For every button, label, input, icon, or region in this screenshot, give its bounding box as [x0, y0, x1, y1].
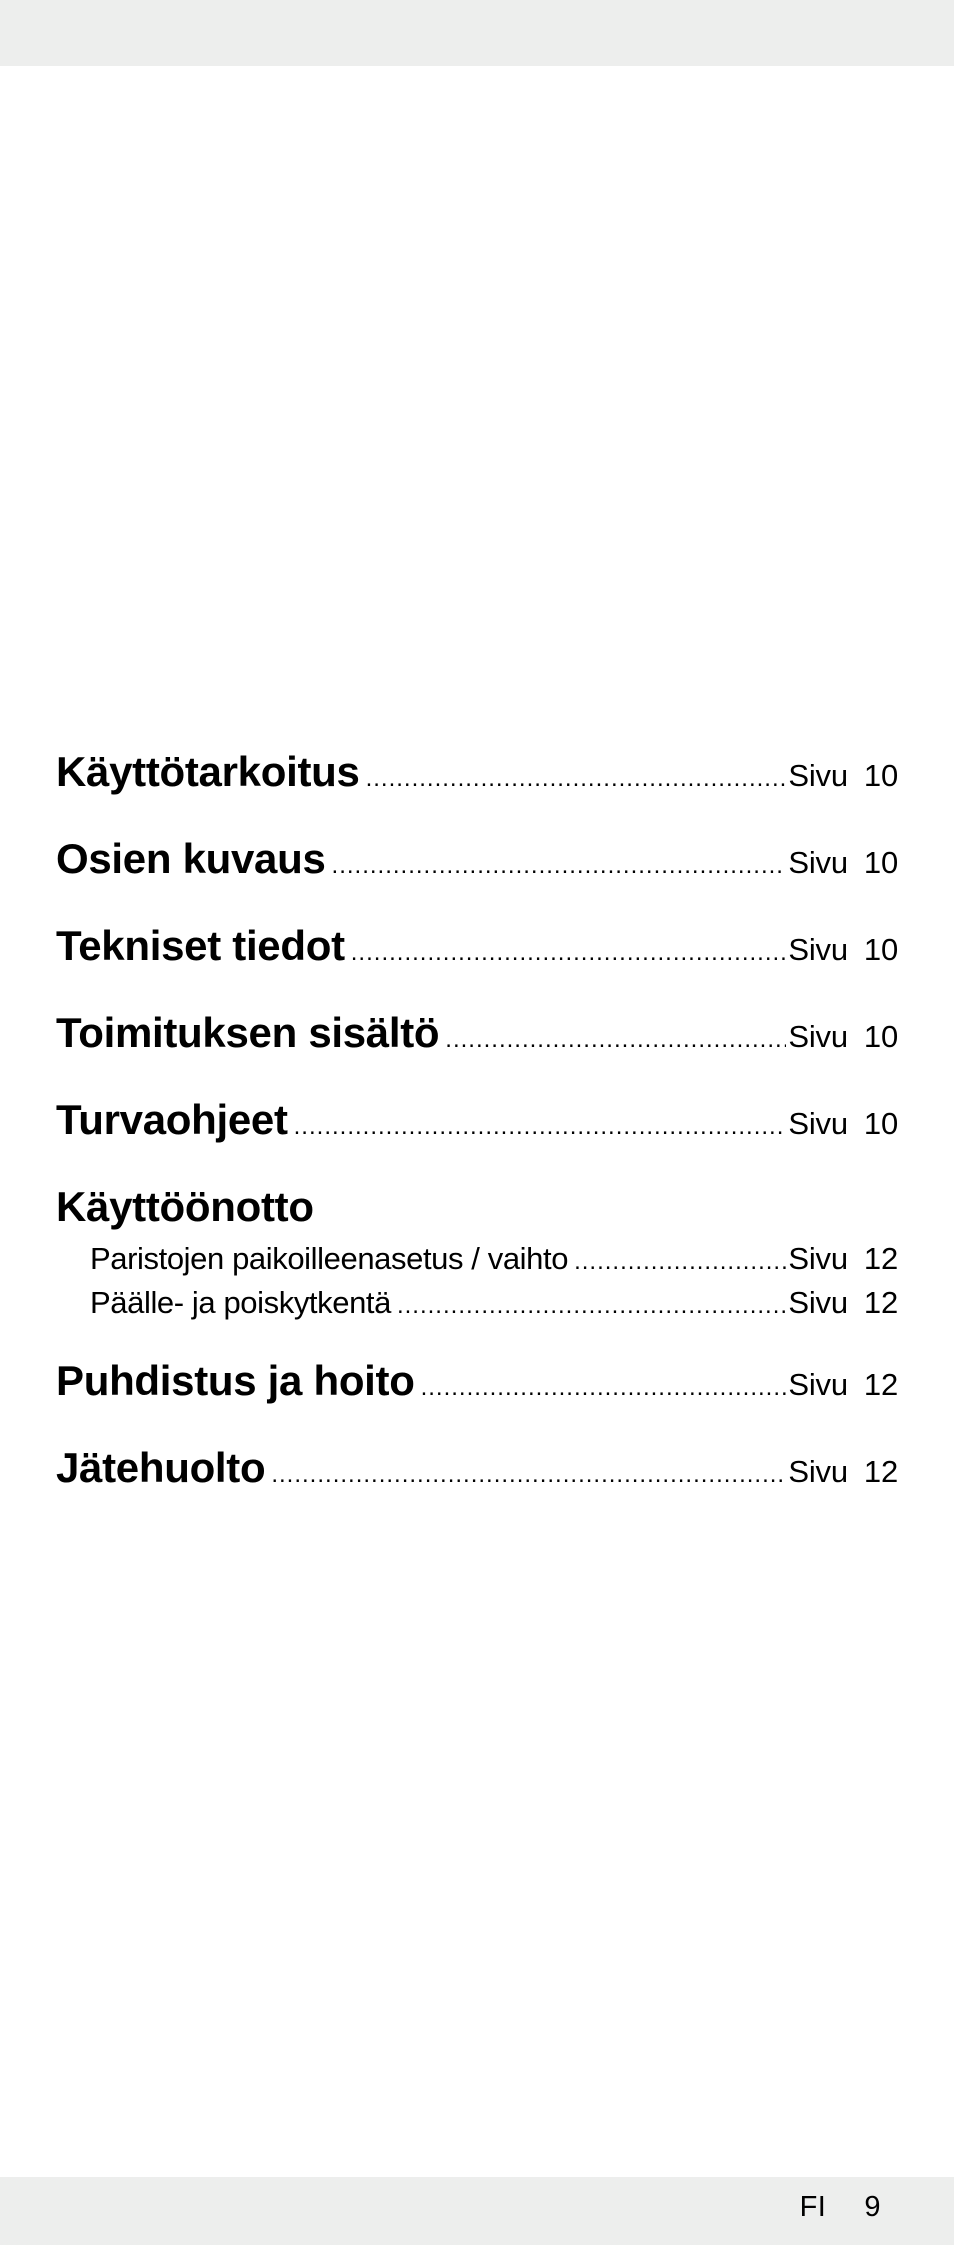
- page-number: 12: [863, 1285, 898, 1320]
- toc-page-ref: [788, 1454, 898, 1490]
- toc-entry-title: Käyttötarkoitus: [56, 748, 360, 795]
- toc-page-ref: [788, 1367, 898, 1403]
- page-label: Sivu: [788, 758, 848, 793]
- footer-page-number: 9: [864, 2191, 881, 2223]
- toc-entry-title: Turvaohjeet: [56, 1096, 288, 1143]
- page-label: Sivu: [788, 1454, 848, 1489]
- page-label: Sivu: [788, 1106, 848, 1141]
- language-code: FI: [799, 2191, 827, 2223]
- toc-entry: [56, 1357, 898, 1444]
- toc-entry: [56, 1444, 898, 1531]
- page-number: 12: [863, 1241, 898, 1276]
- dot-leader: [421, 1374, 787, 1402]
- toc-page-ref: [788, 1106, 898, 1142]
- dot-leader: [574, 1248, 786, 1276]
- toc-page-ref: [788, 758, 898, 794]
- toc-entry: [56, 1096, 898, 1183]
- page-footer: [800, 2191, 881, 2224]
- toc-entry: [56, 922, 898, 1009]
- toc-entry-title: Toimituksen sisältö: [56, 1009, 440, 1056]
- dot-leader: [397, 1292, 786, 1320]
- toc-section-title: Käyttöönotto: [56, 1183, 314, 1230]
- toc-page-ref: [788, 1241, 898, 1277]
- page-label: Sivu: [788, 1285, 848, 1320]
- toc-entry-title: Osien kuvaus: [56, 835, 326, 882]
- toc-entry-title: Tekniset tiedot: [56, 922, 345, 969]
- page-number: 12: [863, 1454, 898, 1489]
- page-label: Sivu: [788, 932, 848, 967]
- toc-entry-title: Puhdistus ja hoito: [56, 1357, 415, 1404]
- toc-subentry-title: Paristojen paikoilleenasetus / vaihto: [90, 1241, 569, 1276]
- toc-entry: [56, 1009, 898, 1096]
- page-number: 10: [863, 1019, 898, 1054]
- page-number: 10: [863, 845, 898, 880]
- toc-subentry: [56, 1241, 898, 1285]
- page-number: 12: [863, 1367, 898, 1402]
- page-number: 10: [863, 1106, 898, 1141]
- dot-leader: [351, 939, 787, 967]
- dot-leader: [271, 1461, 786, 1489]
- toc-page-ref: [788, 845, 898, 881]
- page-label: Sivu: [788, 845, 848, 880]
- toc-subentry: [56, 1285, 898, 1329]
- dot-leader: [294, 1113, 787, 1141]
- toc-entry-title: Jätehuolto: [56, 1444, 266, 1491]
- toc-subentry-title: Päälle- ja poiskytkentä: [90, 1285, 391, 1320]
- dot-leader: [332, 852, 787, 880]
- page-number: 10: [863, 932, 898, 967]
- toc-section-heading: [56, 1183, 898, 1241]
- toc-entry: [56, 835, 898, 922]
- toc-page-ref: [788, 932, 898, 968]
- top-margin-band: [0, 0, 954, 66]
- page-label: Sivu: [788, 1019, 848, 1054]
- dot-leader: [366, 765, 787, 793]
- page-label: Sivu: [788, 1367, 848, 1402]
- toc-page-ref: [788, 1285, 898, 1321]
- toc-entry: [56, 748, 898, 835]
- table-of-contents: [56, 748, 898, 1531]
- dot-leader: [445, 1026, 786, 1054]
- page-label: Sivu: [788, 1241, 848, 1276]
- page-number: 10: [863, 758, 898, 793]
- toc-page-ref: [788, 1019, 898, 1055]
